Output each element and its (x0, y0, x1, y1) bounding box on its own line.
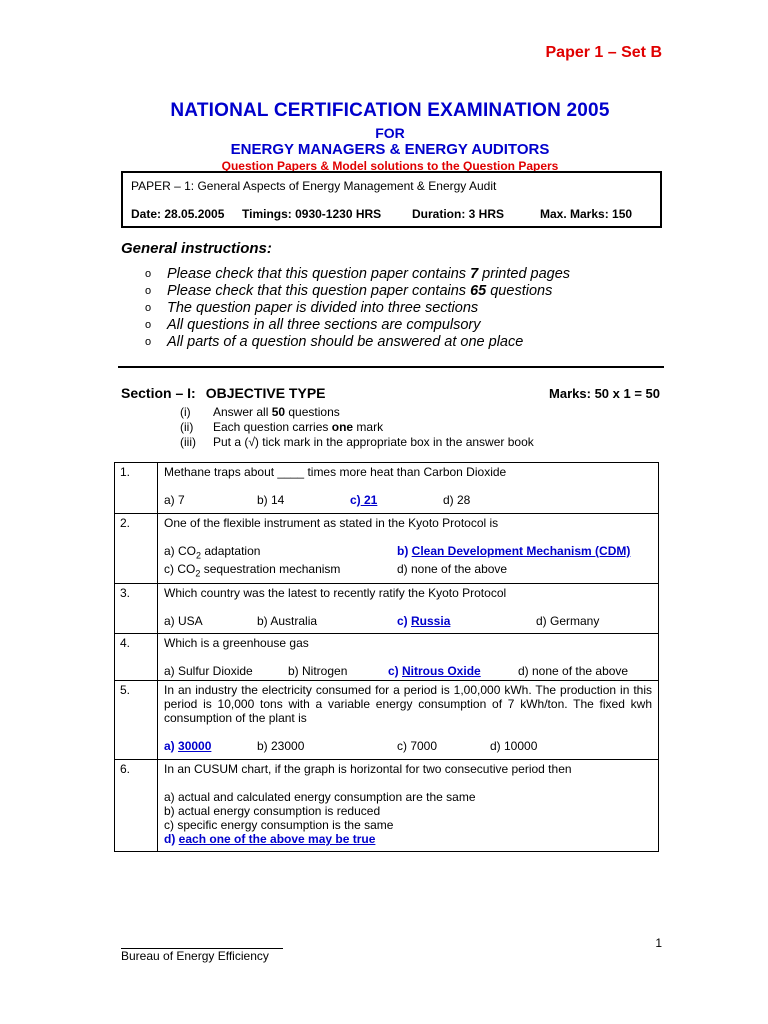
option-c: c) specific energy consumption is the same (164, 817, 394, 832)
option-a: a) Sulfur Dioxide (164, 663, 253, 678)
bullet-icon: o (145, 302, 152, 314)
for-line: FOR (375, 125, 405, 141)
list-item (145, 283, 570, 300)
list-item (145, 317, 570, 334)
title-block (0, 100, 768, 173)
paper-set-label: Paper 1 – Set B (545, 44, 662, 61)
question-number: 1. (115, 463, 158, 514)
answer-value: each one of the above may be true (178, 831, 376, 846)
question-cell (158, 759, 659, 851)
instruction-text: Answer all (213, 405, 272, 419)
option-label: c) (397, 613, 412, 628)
bullet-icon: o (145, 285, 152, 297)
question-cell (158, 633, 659, 680)
question-text: In an industry the electricity consumed for a period is 1,00,000 kWh. The production in this period is 10,000 tons with a variable energy consumption of 7 kWh/ton. The fixed kwh consumption of the plant is (164, 682, 652, 725)
list-item (145, 300, 570, 317)
question-text: Which country was the latest to recently ratify the Kyoto Protocol (164, 585, 507, 600)
option-text: a) CO (164, 544, 197, 558)
instruction-text: Each question carries (213, 420, 332, 434)
question-cell (158, 680, 659, 759)
exam-subtitle: ENERGY MANAGERS & ENERGY AUDITORS (230, 141, 550, 158)
option-a-correct (164, 739, 257, 753)
divider (118, 366, 664, 368)
option-d: d) none of the above (518, 663, 629, 678)
instruction-number: (iii) (180, 435, 196, 449)
section-type: OBJECTIVE TYPE (205, 385, 326, 401)
list-item (180, 420, 534, 435)
question-text: Which is a greenhouse gas (164, 635, 309, 650)
exam-date: Date: 28.05.2005 (131, 207, 225, 221)
answer-value: 21 (360, 493, 378, 507)
question-text: In an CUSUM chart, if the graph is horizontal for two consecutive period then (164, 761, 572, 776)
question-text: Methane traps about ____ times more heat than Carbon Dioxide (164, 465, 507, 479)
option-d: d) none of the above (397, 562, 508, 577)
instruction-bold: one (331, 420, 354, 434)
instruction-text: All parts of a question should be answered at one place (167, 334, 524, 350)
instruction-text: printed pages (478, 266, 571, 282)
option-c-correct (397, 614, 536, 628)
option-d: d) 28 (443, 493, 471, 507)
section-heading (121, 385, 326, 401)
question-number: 5. (115, 680, 158, 759)
paper-name: PAPER – 1: General Aspects of Energy Management & Energy Audit (131, 179, 497, 193)
answer-value: Clean Development Mechanism (CDM) (411, 544, 631, 558)
option-text: adaptation (201, 544, 261, 558)
option-b: b) Australia (257, 613, 318, 628)
bullet-icon: o (145, 268, 152, 280)
table-row (115, 514, 659, 584)
answer-value: Nitrous Oxide (402, 663, 481, 678)
option-b: b) 14 (257, 493, 285, 507)
option-c-correct (388, 664, 518, 678)
option-label: b) (397, 544, 412, 558)
option-b: b) actual energy consumption is reduced (164, 803, 381, 818)
table-row (115, 680, 659, 759)
option-d: d) Germany (536, 613, 600, 628)
option-d-correct (164, 832, 652, 846)
option-c (164, 562, 397, 580)
question-text: One of the flexible instrument as stated in the Kyoto Protocol is (164, 516, 499, 530)
table-row (115, 759, 659, 851)
table-row (115, 583, 659, 633)
option-text: sequestration mechanism (200, 562, 341, 577)
instruction-text: Put a (√) tick mark in the appropriate box in the answer book (213, 435, 534, 449)
option-c-correct (350, 493, 443, 507)
list-item (180, 435, 534, 450)
bullet-icon: o (145, 319, 152, 331)
questions-table (114, 462, 659, 852)
exam-timings: Timings: 0930-1230 HRS (242, 207, 382, 221)
option-a: a) USA (164, 613, 203, 628)
list-item (180, 405, 534, 420)
instruction-text: The question paper is divided into three sections (167, 300, 479, 316)
option-a (164, 544, 397, 562)
table-row (115, 463, 659, 514)
model-solutions-line: Question Papers & Model solutions to the Question Papers (221, 159, 559, 173)
question-number: 6. (115, 759, 158, 851)
option-b: b) Nitrogen (288, 663, 348, 678)
option-c: c) 7000 (397, 738, 438, 753)
question-cell (158, 514, 659, 584)
instruction-bold: 7 (470, 266, 479, 282)
option-a: a) actual and calculated energy consumption are the same (164, 789, 476, 804)
exam-duration: Duration: 3 HRS (412, 207, 505, 221)
bullet-icon: o (145, 336, 152, 348)
answer-value: Russia (411, 613, 451, 628)
instruction-bold: 65 (470, 283, 487, 299)
question-cell (158, 583, 659, 633)
option-label: c) (350, 493, 361, 507)
section-marks: Marks: 50 x 1 = 50 (549, 386, 660, 401)
question-cell (158, 463, 659, 514)
question-number: 2. (115, 514, 158, 584)
exam-max-marks: Max. Marks: 150 (540, 207, 633, 221)
general-instructions-list (145, 266, 570, 351)
instruction-text: mark (353, 420, 384, 434)
instruction-text: questions (285, 405, 340, 419)
instruction-bold: 50 (271, 405, 286, 419)
option-text: c) CO (164, 562, 196, 577)
section-instructions (180, 405, 534, 450)
list-item (145, 266, 570, 283)
instruction-text: Please check that this question paper contains (167, 283, 471, 299)
instruction-text: Please check that this question paper contains (167, 266, 471, 282)
subscript: 2 (195, 568, 201, 579)
subscript: 2 (196, 550, 202, 561)
option-b: b) 23000 (257, 738, 305, 753)
instruction-text: All questions in all three sections are compulsory (167, 317, 481, 333)
instruction-text: questions (486, 283, 553, 299)
paper-info-box (121, 171, 662, 228)
instruction-number: (ii) (180, 420, 194, 434)
section-label: Section – I: (121, 385, 196, 401)
option-label: d) (164, 831, 179, 846)
option-a: a) 7 (164, 493, 185, 507)
general-instructions-heading: General instructions: (121, 240, 272, 257)
option-label: a) (164, 738, 179, 753)
question-number: 4. (115, 633, 158, 680)
question-number: 3. (115, 583, 158, 633)
page-number: 1 (655, 936, 662, 950)
option-label: c) (388, 663, 403, 678)
option-d: d) 10000 (490, 738, 538, 753)
exam-title: NATIONAL CERTIFICATION EXAMINATION 2005 (170, 100, 610, 121)
answer-value: 30000 (178, 738, 212, 753)
table-row (115, 633, 659, 680)
list-item (145, 334, 570, 351)
footer-text: Bureau of Energy Efficiency (121, 949, 269, 963)
option-b-correct (397, 544, 630, 562)
instruction-number: (i) (180, 405, 191, 419)
